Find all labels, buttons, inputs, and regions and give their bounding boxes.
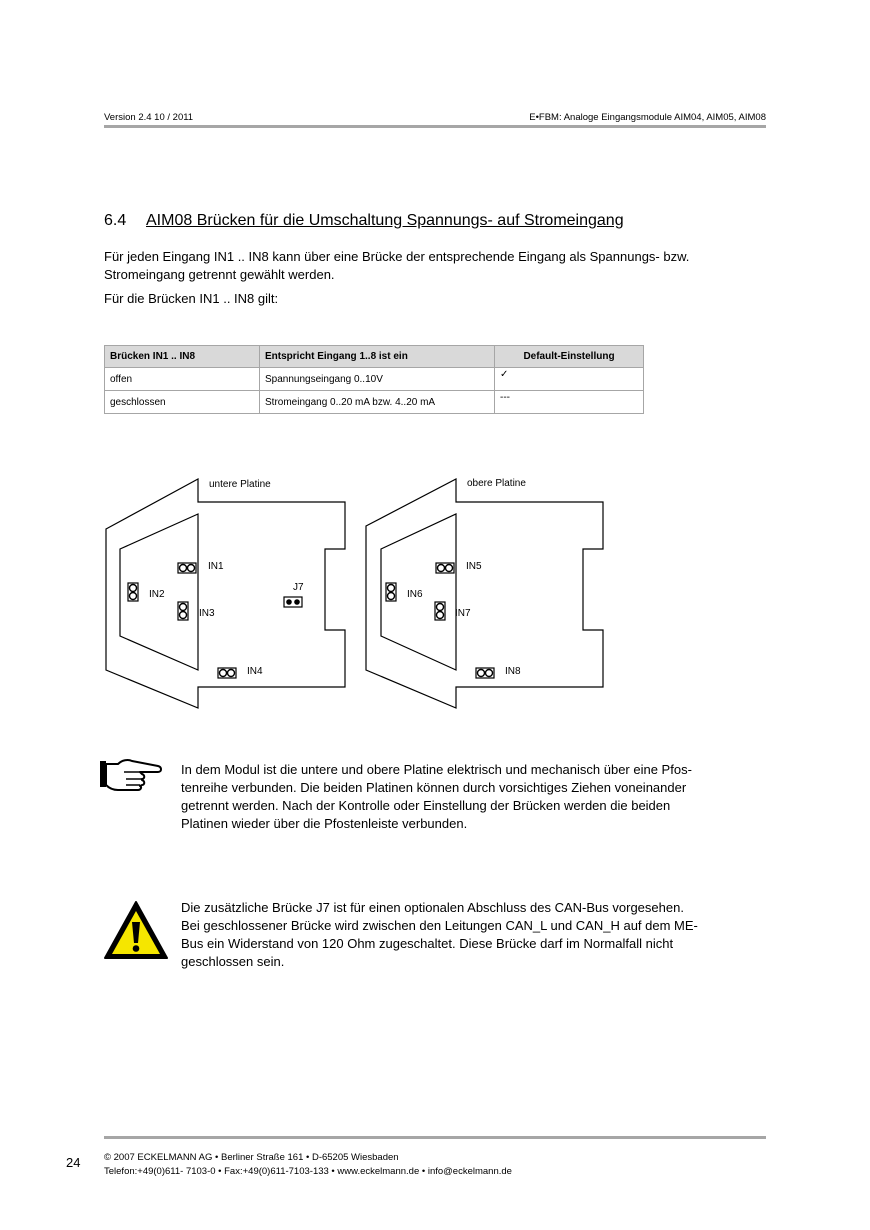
jumper-in1 (178, 563, 196, 573)
board-diagram (100, 470, 620, 720)
table-header-cell: Brücken IN1 .. IN8 (105, 346, 260, 368)
jumper-in3 (178, 602, 188, 620)
header-rule (104, 125, 766, 128)
lower-board-label: untere Platine (209, 479, 271, 490)
section-heading (104, 212, 624, 230)
label-in2: IN2 (149, 589, 165, 600)
info-line: getrennt werden. Nach der Kontrolle oder Einstellung der Brücken werden die beiden (181, 798, 671, 813)
label-in4: IN4 (247, 666, 263, 677)
header-document-title: E•FBM: Analoge Eingangsmodule AIM04, AIM05, AIM08 (529, 112, 766, 123)
footer-address (104, 1151, 512, 1179)
label-in5: IN5 (466, 561, 482, 572)
jumper-in2 (128, 583, 138, 601)
table-cell: Spannungseingang 0..10V (260, 368, 495, 391)
jumper-in6 (386, 583, 396, 601)
label-in7: IN7 (455, 608, 471, 619)
footer-line-2: Telefon:+49(0)611- 7103-0 • Fax:+49(0)611-7103-133 • www.eckelmann.de • info@eckelmann.de (104, 1166, 512, 1177)
info-line: Platinen wieder über die Pfostenleiste verbunden. (181, 816, 468, 831)
label-in1: IN1 (208, 561, 224, 572)
table-row (105, 368, 644, 391)
page-number: 24 (66, 1155, 81, 1170)
pointing-hand-icon (98, 756, 164, 792)
intro-line-1: Für jeden Eingang IN1 .. IN8 kann über eine Brücke der entsprechende Eingang als Spannungs- bzw. (104, 249, 690, 264)
table-cell: --- (495, 391, 644, 414)
bridge-table (104, 345, 644, 414)
info-line: In dem Modul ist die untere und obere Platine elektrisch und mechanisch über eine Pfos- (181, 762, 692, 777)
table-header-cell: Entspricht Eingang 1..8 ist ein (260, 346, 495, 368)
label-in6: IN6 (407, 589, 423, 600)
jumper-in5 (436, 563, 454, 573)
table-row (105, 391, 644, 414)
jumper-in7 (435, 602, 445, 620)
warning-line: geschlossen sein. (181, 954, 285, 969)
jumper-in8 (476, 668, 494, 678)
table-cell: geschlossen (105, 391, 260, 414)
info-line: tenreihe verbunden. Die beiden Platinen können durch vorsichtiges Ziehen voneinander (181, 780, 687, 795)
section-number: 6.4 (104, 212, 127, 229)
warning-note (181, 899, 769, 971)
footer-line-1: © 2007 ECKELMANN AG • Berliner Straße 161 • D-65205 Wiesbaden (104, 1152, 399, 1163)
warning-line: Die zusätzliche Brücke J7 ist für einen optionalen Abschluss des CAN-Bus vorgesehen. (181, 900, 684, 915)
jumper-in4 (218, 668, 236, 678)
intro-paragraph (104, 248, 768, 284)
footer-rule (104, 1136, 766, 1139)
intro-line-3: Für die Brücken IN1 .. IN8 gilt: (104, 291, 279, 306)
upper-board-label: obere Platine (467, 478, 526, 489)
table-header-row (105, 346, 644, 368)
table-cell: offen (105, 368, 260, 391)
intro-line-2: Stromeingang getrennt gewählt werden. (104, 267, 335, 282)
warning-icon (103, 900, 169, 960)
jumper-j7 (284, 597, 302, 607)
label-j7: J7 (293, 582, 304, 593)
section-title: AIM08 Brücken für die Umschaltung Spannungs- auf Stromeingang (146, 212, 624, 229)
info-note (181, 761, 769, 833)
warning-line: Bus ein Widerstand von 120 Ohm zugeschaltet. Diese Brücke darf im Normalfall nicht (181, 936, 674, 951)
table-cell: Stromeingang 0..20 mA bzw. 4..20 mA (260, 391, 495, 414)
warning-line: Bei geschlossener Brücke wird zwischen den Leitungen CAN_L und CAN_H auf dem ME- (181, 918, 698, 933)
header-version: Version 2.4 10 / 2011 (104, 112, 194, 123)
label-in8: IN8 (505, 666, 521, 677)
label-in3: IN3 (199, 608, 215, 619)
checkmark-cell: ✓ (495, 368, 644, 391)
table-header-cell: Default-Einstellung (495, 346, 644, 368)
